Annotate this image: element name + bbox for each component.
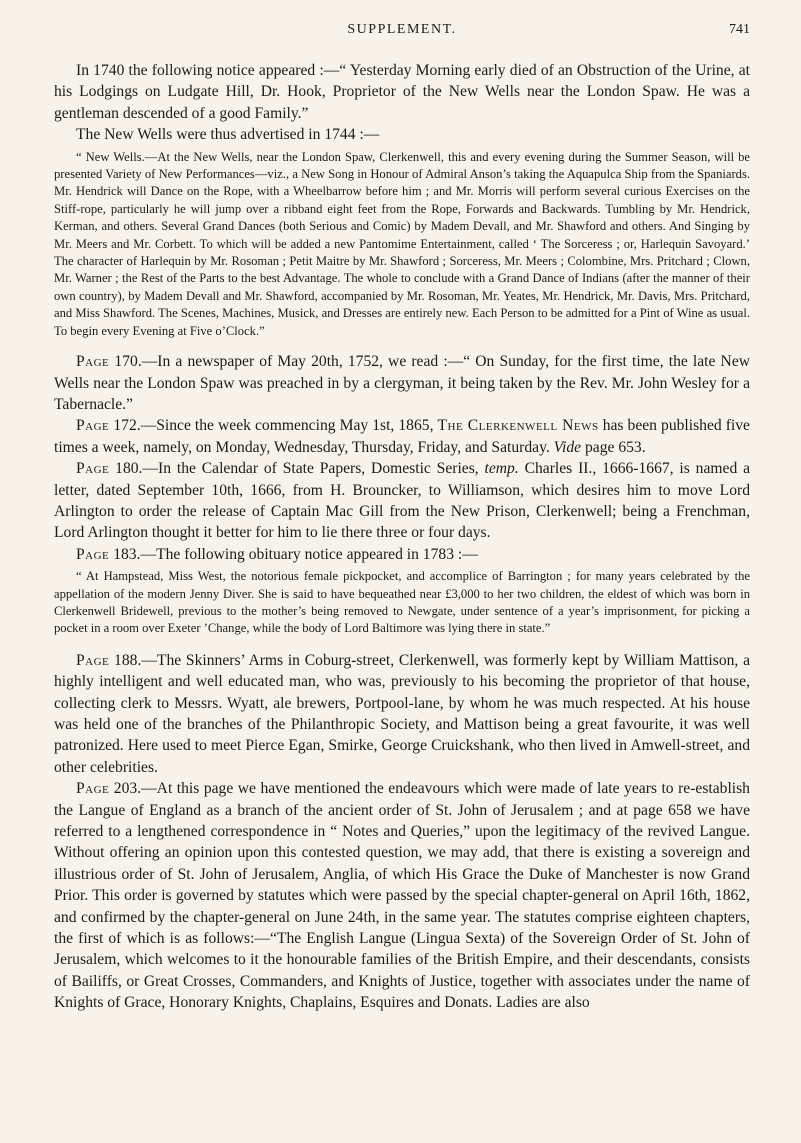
paragraph-text: page 653. [584,438,646,456]
vide-term: Vide [553,438,582,456]
paragraph-text: 203.—At this page we have mentioned the endeavours which were made of late years to re-establish the Langue of England as a branch of the ancient order of St. John of Jerusalem ; and at page 658 we have referred to a lengthened correspondence in “ Notes and Queries,” upon the legitimacy of the revived Langue. Without offering an opinion upon this contested question, we may add, that there is existing a sovereign and illustrious order of St. John of Jerusalem, Anglia, of which His Grace the Duke of Manchester is now Grand Prior. This order is governed by statutes which were passed by the special chapter-general on April 16th, 1862, and confirmed by the chapter-general on June 24th, in the same year. The statutes comprise eighteen chapters, the first of which is as follows:—“The English Langue (Lingua Sexta) of the Sovereign Order of St. John of Jerusalem, which welcomes to it the honourable families of the British Empire, and their descendants, consists of Bailiffs, or Great Crosses, Commanders, and Knights of Justice, together with associates under the name of Knights of Grace, Honorary Knights, Chaplains, Esquires and Donats. Ladies are also [54,780,750,1012]
page-label: Page [76,353,110,371]
page-label: Page [76,651,110,669]
page-header [54,0,750,60]
paragraph-page-172 [54,415,750,458]
running-head: SUPPLEMENT. [347,22,457,37]
quote-miss-west-obituary: “ At Hampstead, Miss West, the notorious female pickpocket, and accomplice of Barrington ; for many years celebrated by the appellation of the modern Jenny Diver. She is said to have bequeathed near £3,000 to her two children, the eldest of which was born in Clerkenwell Bridewell, previous to the mother’s being removed to Newgate, under sentence of a year’s imprisonment, for picking a pocket in a room over Exeter ’Change, while the body of Lord Baltimore was lying there in state.” [54,569,750,636]
paragraph-hook-obituary: In 1740 the following notice appeared :—“ Yesterday Morning early died of an Obstruction of the Urine, at his Lodgings on Ludgate Hill, Dr. Hook, Proprietor of the New Wells near the London Spaw. He was a gentleman descended of a good Family.” [54,62,750,122]
paragraph-page-170 [54,351,750,415]
paragraph-advertised-intro: The New Wells were thus advertised in 1744 :— [76,126,380,144]
paragraph-page-203 [54,778,750,1013]
paragraph-text: 172.—Since the week commencing May 1st, 1865, [113,417,434,435]
paragraph-text: 183.—The following obituary notice appeared in 1783 :— [113,545,478,563]
paragraph-text: Charles II., 1666-1667, is named a letter, dated September 10th, 1666, from H. Brouncker, to Williamson, which desires him to move Lord Arlington to order the release of Captain Mac Gill from the New Prison, Clerkenwell; being a Frenchman, Lord Arlington thought it better for him to lie there three or four days. [54,460,751,542]
paragraph-page-183 [54,544,750,565]
paragraph-text: 188.—The Skinners’ Arms in Coburg-street, Clerkenwell, was formerly kept by William Mattison, a highly intelligent and well educated man, who was, previously to his becoming the proprietor of that house, collecting clerk to Messrs. Wyatt, ale brewers, Portpool-lane, by whom he was much respected. At his house was held one of the branches of the Philanthropic Society, and Mattison being a great favourite, it was well patronized. Here used to meet Pierce Egan, Smirke, George Cruickshank, who then lived in Amwell-street, and other celebrities. [54,651,750,776]
paragraph-text: 170.—In a newspaper of May 20th, 1752, we read :—“ On Sunday, for the first time, the late New Wells near the London Spaw was preached in by a clergyman, it being taken by the Rev. Mr. John Wesley for a Tabernacle.” [54,353,751,413]
temp-term: temp. [484,460,519,478]
document-page [54,0,750,1014]
paragraph-page-180 [54,458,750,544]
quote-new-wells-advert: “ New Wells.—At the New Wells, near the London Spaw, Clerkenwell, this and every evening during the Summer Season, will be presented Variety of New Performances—viz., a New Song in Honour of Admiral Anson’s taking the Aquapulca Ship from the Spaniards. Mr. Hendrick will Dance on the Rope, with a Wheelbarrow before him ; and Mr. Morris will perform several curious Exercises on the Stiff-rope, particularly he will jump over a ribband eight feet from the Rope, Forwards and Backwards. Tumbling by Mr. Hendrick, Kerman, and others. Several Grand Dances (both Serious and Comic) by Madem Devall, and Mr. Shawford and others. And Singing by Mr. Meers and Mr. Corbett. To which will be added a new Pantomime Entertainment, called ‘ The Sorceress ; or, Harlequin Savoyard.’ The character of Harlequin by Mr. Rosoman ; Petit Maitre by Mr. Shawford ; Sorceress, Mr. Meers ; Colombine, Mrs. Pritchard ; Clown, Mr. Warner ; the Rest of the Parts to the best Advantage. The whole to conclude with a Grand Dance of Indians (after the manner of their own country), by Madem Devall and Mr. Shawford, accompanied by Mr. Rosoman, Mr. Yeates, Mr. Hendrick, Mr. Davis, Mrs. Pritchard, and Miss Shawford. The Scenes, Machines, Musick, and Dresses are entirely new. Each Person to be admitted for a Pint of Wine as usual. To begin every Evening at Five o’Clock.” [54,149,750,338]
page-label: Page [76,780,110,798]
page-label: Page [76,545,110,563]
paragraph-text: has been published five times a week, namely, on Monday, Wednesday, Thursday, Friday, and Saturday. [54,417,750,456]
newspaper-title: The Clerkenwell News [437,417,599,435]
paragraph-text: 180.—In the Calendar of State Papers, Domestic Series, [115,460,479,478]
paragraph-page-188 [54,650,750,778]
page-number: 741 [729,22,750,37]
page-label: Page [76,417,110,435]
page-label: Page [76,460,110,478]
